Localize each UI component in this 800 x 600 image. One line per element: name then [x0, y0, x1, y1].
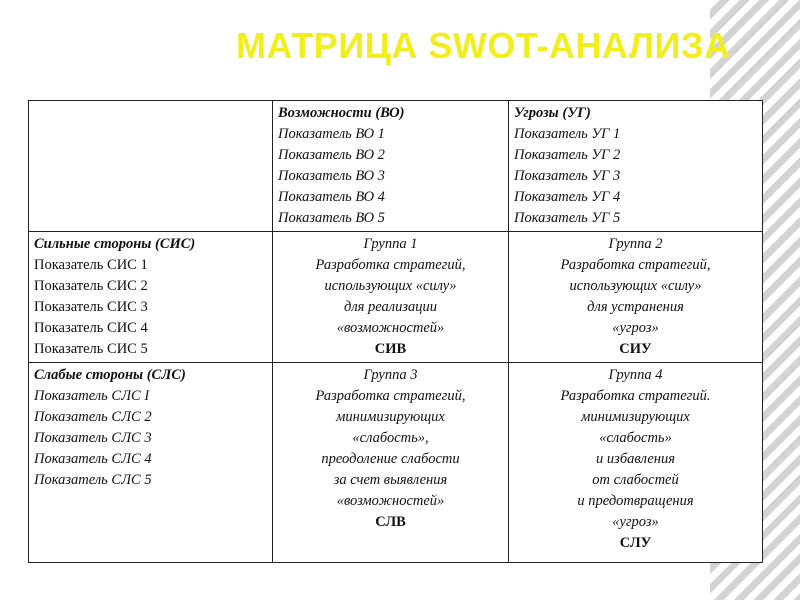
opportunity-item: Показатель ВО 1 — [278, 126, 385, 142]
threats-cell — [509, 101, 763, 232]
opportunity-item: Показатель ВО 3 — [278, 168, 385, 184]
group-3-line: Группа 3 — [363, 367, 418, 383]
group-4-line: и предотвращения — [577, 493, 694, 509]
threat-item: Показатель УГ 1 — [514, 126, 621, 142]
swot-matrix — [28, 100, 763, 563]
group-2-line: Группа 2 — [608, 236, 663, 252]
group-3-cell — [273, 363, 509, 563]
strengths-row — [29, 232, 763, 363]
group-1-line: использующих «силу» — [324, 278, 457, 294]
group-1-line: для реализации — [344, 299, 437, 315]
group-2-cell — [509, 232, 763, 363]
group-1-cell — [273, 232, 509, 363]
group-3-code: СЛВ — [375, 514, 406, 530]
weakness-item: Показатель СЛС 3 — [34, 430, 152, 446]
group-4-line: Группа 4 — [608, 367, 663, 383]
strength-item: Показатель СИС 5 — [34, 341, 148, 357]
group-2-line: «угроз» — [612, 320, 659, 336]
group-2-code: СИУ — [619, 341, 652, 357]
group-1-line: «возможностей» — [336, 320, 445, 336]
group-3-line: за счет выявления — [333, 472, 448, 488]
group-4-line: «угроз» — [612, 514, 659, 530]
weakness-item: Показатель СЛС 2 — [34, 409, 152, 425]
opportunity-item: Показатель ВО 2 — [278, 147, 385, 163]
group-3-line: преодоление слабости — [321, 451, 460, 467]
threat-item: Показатель УГ 2 — [514, 147, 621, 163]
group-4-line: минимизирующих — [581, 409, 690, 425]
threat-item: Показатель УГ 5 — [514, 210, 621, 226]
group-4-line: от слабостей — [592, 472, 679, 488]
group-4-line: и избавления — [596, 451, 675, 467]
empty-corner-cell — [29, 101, 273, 232]
weakness-item: Показатель СЛС 5 — [34, 472, 152, 488]
strength-item: Показатель СИС 2 — [34, 278, 148, 294]
group-1-code: СИВ — [374, 341, 407, 357]
weaknesses-header: Слабые стороны (СЛС) — [34, 367, 186, 383]
group-4-line: Разработка стратегий. — [560, 388, 711, 404]
group-3-line: Разработка стратегий, — [315, 388, 466, 404]
threats-header: Угрозы (УГ) — [514, 105, 591, 121]
threat-item: Показатель УГ 3 — [514, 168, 621, 184]
group-3-line: «возможностей» — [336, 493, 445, 509]
group-3-line: «слабость», — [352, 430, 429, 446]
group-1-line: Группа 1 — [363, 236, 418, 252]
group-3-line: минимизирующих — [336, 409, 445, 425]
opportunity-item: Показатель ВО 5 — [278, 210, 385, 226]
weakness-item: Показатель СЛС 4 — [34, 451, 152, 467]
group-4-cell — [509, 363, 763, 563]
weaknesses-cell — [29, 363, 273, 563]
opportunities-cell — [273, 101, 509, 232]
strength-item: Показатель СИС 3 — [34, 299, 148, 315]
opportunities-header: Возможности (ВО) — [278, 105, 405, 121]
threat-item: Показатель УГ 4 — [514, 189, 621, 205]
group-2-line: для устранения — [587, 299, 684, 315]
header-row — [29, 101, 763, 232]
weaknesses-row — [29, 363, 763, 563]
group-1-line: Разработка стратегий, — [315, 257, 466, 273]
opportunity-item: Показатель ВО 4 — [278, 189, 385, 205]
page-title: МАТРИЦА SWOT-АНАЛИЗА — [236, 25, 731, 66]
strengths-cell — [29, 232, 273, 363]
group-2-line: использующих «силу» — [569, 278, 702, 294]
group-4-line: «слабость» — [599, 430, 672, 446]
group-4-code: СЛУ — [619, 535, 652, 551]
strength-item: Показатель СИС 4 — [34, 320, 148, 336]
strengths-header: Сильные стороны (СИС) — [34, 236, 196, 252]
strength-item: Показатель СИС 1 — [34, 257, 148, 273]
group-2-line: Разработка стратегий, — [560, 257, 711, 273]
weakness-item: Показатель СЛС I — [34, 388, 150, 404]
